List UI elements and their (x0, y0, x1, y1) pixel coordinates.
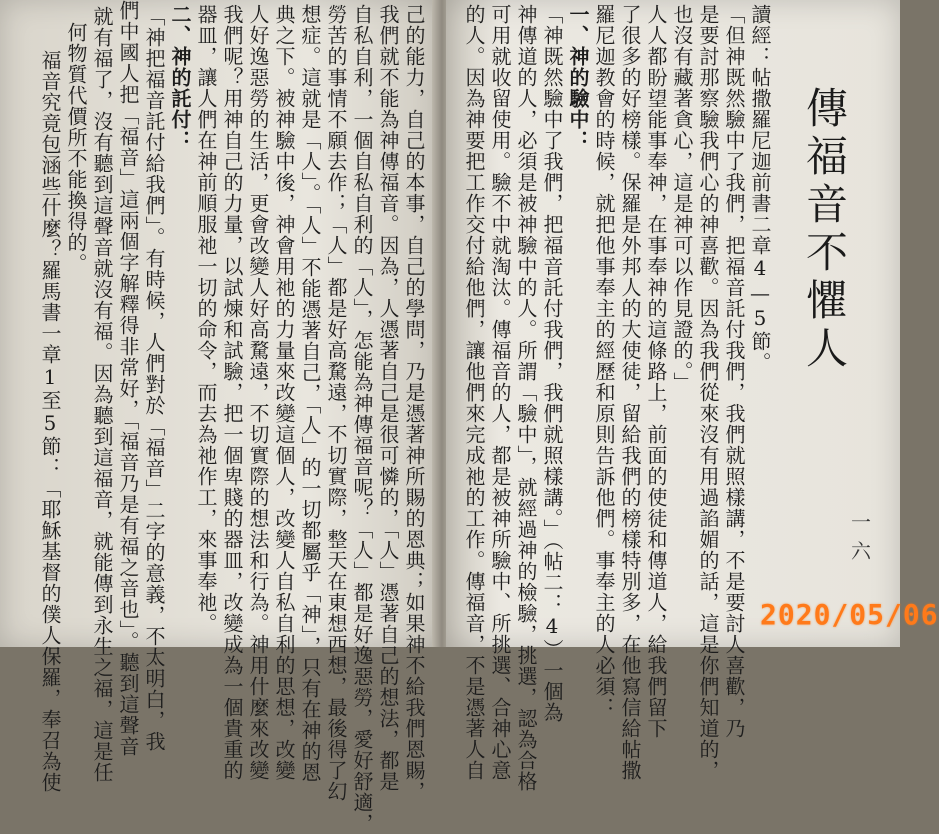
chapter-title: 傳福音不懼人 (800, 86, 849, 374)
right-column-0: 的人。因為神要把工作交付給他們，讓他們來完成祂的工作。傳福音，不是憑著人自 (462, 4, 486, 781)
section-heading-approval: 一、神的驗中： (566, 4, 590, 151)
right-column-8: 也沒有藏著貪心，這是神可以作見證的。」 (670, 4, 694, 393)
left-column-2: 何物質代價所不能換得的。 (64, 22, 88, 274)
left-column-11: 想症。這就是「人」。「人」不能憑著自己，「人」的一切都屬乎「神」，只有在神的恩 (298, 4, 322, 783)
right-column-7: 人人都盼望能事奉神，在事奉神的這條路上，前面的使徒和傳道人，給我們留下 (644, 4, 668, 739)
left-column-7: 器皿，讓人們在神前順服祂一切的命令，而去為祂作工，來事奉祂。 (194, 4, 218, 634)
right-column-10: 「但神既然驗中了我們，把福音託付我們，我們就照樣講，不是要討人喜歡，乃 (722, 4, 746, 739)
left-column-1: 福音究竟包涵些什麼？羅馬書一章1至5節：「耶穌基督的僕人保羅，奉召為使 (38, 50, 62, 793)
left-column-10: 典之下。被神驗中後，神會用祂的力量來改變這個人，改變人自私自利的思想，改變 (272, 4, 296, 781)
scripture-reading-line: 讀經：帖撒羅尼迦前書二章4—5節。 (748, 4, 772, 373)
left-column-9: 人好逸惡勞的生活，更會改變人好高騖遠，不切實際的想法和行為。神用什麼來改變 (246, 4, 270, 781)
right-column-5: 羅尼迦教會的時候，就把他事奉主的經歷和原則告訴他們。事奉主的人必須： (592, 4, 616, 718)
left-column-15: 己的能力，自己的本事，自己的學問，乃是憑著神所賜的恩典；如果神不給我們恩賜， (402, 4, 426, 802)
section-heading-entrusting: 二、神的託付： (168, 4, 192, 151)
right-column-3: 「神既然驗中了我們，把福音託付我們，我們就照樣講。」（帖二：4）一個為 (540, 4, 564, 723)
right-column-1: 可用就收留使用。驗不中就淘汰。傳福音的人，都是被神所驗中、所挑選、合神心意 (488, 4, 512, 781)
left-column-8: 我們呢？用神自己的力量，以試煉和試驗，把一個卑賤的器皿，改變成為一個貴重的 (220, 4, 244, 781)
right-column-6: 了很多的好榜樣。保羅是外邦人的大使徒，留給我們的榜樣特別多，在他寫信給帖撒 (618, 4, 642, 781)
left-column-5: 「神把福音託付給我們」。有時候，人們對於「福音」二字的意義，不太明白，我 (142, 6, 166, 752)
left-column-13: 自私自利，一個自私自利的「人」，怎能為神傳福音呢？「人」都是好逸惡勞，愛好舒適， (350, 4, 374, 834)
left-column-12: 勞苦的事情不願去作；「人」都是好高騖遠，不切實際，整天在東想西想，最後得了幻 (324, 4, 348, 802)
page-number: 一六 (851, 510, 871, 563)
left-page (0, 0, 442, 834)
right-column-2: 神傳道的人，必須是被神驗中的人。所謂「驗中」，就經過神的檢驗，挑選，認為合格 (514, 4, 538, 792)
left-column-4: 們中國人把「福音」這兩個字解釋得非常好，「福音乃是有福之音也」。聽到這聲音 (116, 0, 140, 757)
left-column-14: 我們就不能為神傳福音。因為，人憑著自己是很可憐的，「人」憑著自己的想法，都是 (376, 4, 400, 792)
photo-date-stamp: 2020/05/06 (760, 598, 939, 631)
left-column-3: 就有福了，沒有聽到這聲音就沒有福。因為聽到這福音，就能傳到永生之福，這是任 (90, 6, 114, 783)
right-column-9: 是要討那察驗我們心的神喜歡。因為我們從來沒有用過諂媚的話，這是你們知道的， (696, 4, 720, 781)
